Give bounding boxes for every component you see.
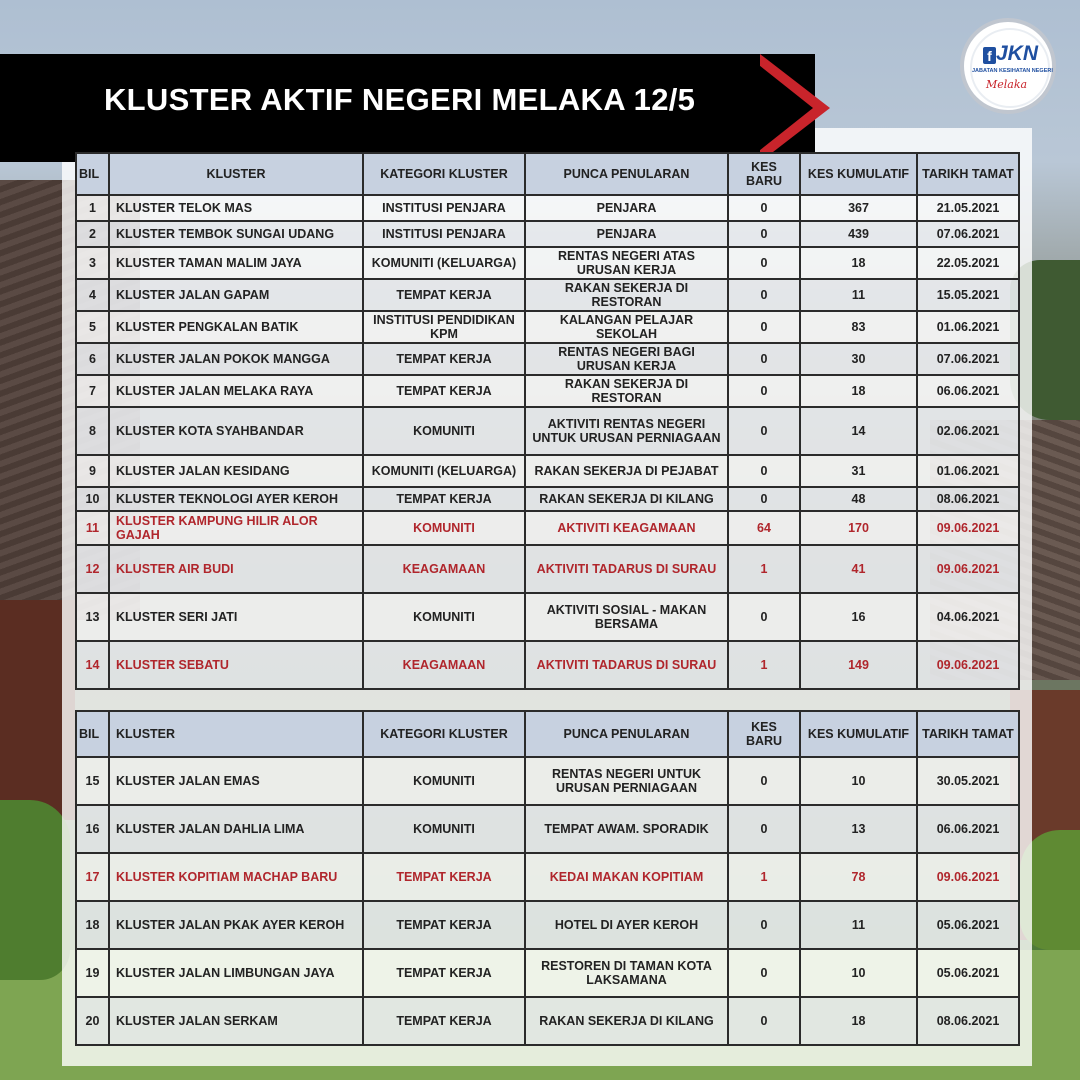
cell-tarikh-tamat: 07.06.2021 bbox=[917, 343, 1019, 375]
cell-punca: PENJARA bbox=[525, 221, 728, 247]
cell-kategori: INSTITUSI PENJARA bbox=[363, 195, 525, 221]
cell-bil: 9 bbox=[76, 455, 109, 487]
table-row bbox=[76, 997, 1019, 1045]
cell-tarikh-tamat: 06.06.2021 bbox=[917, 375, 1019, 407]
cell-punca: PENJARA bbox=[525, 195, 728, 221]
cell-punca: KEDAI MAKAN KOPITIAM bbox=[525, 853, 728, 901]
facebook-icon: f bbox=[983, 47, 996, 64]
cell-bil: 16 bbox=[76, 805, 109, 853]
cell-kes-baru: 0 bbox=[728, 195, 800, 221]
cell-tarikh-tamat: 30.05.2021 bbox=[917, 757, 1019, 805]
header-punca: PUNCA PENULARAN bbox=[525, 711, 728, 757]
table-row bbox=[76, 593, 1019, 641]
header-kes-baru: KES BARU bbox=[728, 153, 800, 195]
cell-kluster: KLUSTER SERI JATI bbox=[109, 593, 363, 641]
cell-kluster: KLUSTER SEBATU bbox=[109, 641, 363, 689]
cell-tarikh-tamat: 05.06.2021 bbox=[917, 901, 1019, 949]
cell-bil: 20 bbox=[76, 997, 109, 1045]
table-row bbox=[76, 455, 1019, 487]
header-kes-kumulatif: KES KUMULATIF bbox=[800, 153, 917, 195]
cell-punca: HOTEL DI AYER KEROH bbox=[525, 901, 728, 949]
cell-kluster: KLUSTER JALAN SERKAM bbox=[109, 997, 363, 1045]
cell-punca: RAKAN SEKERJA DI RESTORAN bbox=[525, 279, 728, 311]
cell-bil: 15 bbox=[76, 757, 109, 805]
cell-tarikh-tamat: 21.05.2021 bbox=[917, 195, 1019, 221]
cell-bil: 8 bbox=[76, 407, 109, 455]
table-row bbox=[76, 221, 1019, 247]
cell-kluster: KLUSTER KOTA SYAHBANDAR bbox=[109, 407, 363, 455]
cell-kategori: KOMUNITI bbox=[363, 805, 525, 853]
cell-punca: RENTAS NEGERI ATAS URUSAN KERJA bbox=[525, 247, 728, 279]
cell-kategori: KOMUNITI (KELUARGA) bbox=[363, 455, 525, 487]
table-row bbox=[76, 195, 1019, 221]
cell-kes-kumulatif: 367 bbox=[800, 195, 917, 221]
cell-tarikh-tamat: 06.06.2021 bbox=[917, 805, 1019, 853]
table-row bbox=[76, 805, 1019, 853]
cell-kluster: KLUSTER JALAN PKAK AYER KEROH bbox=[109, 901, 363, 949]
header-kategori: KATEGORI KLUSTER bbox=[363, 711, 525, 757]
cell-tarikh-tamat: 08.06.2021 bbox=[917, 487, 1019, 511]
cell-kes-kumulatif: 41 bbox=[800, 545, 917, 593]
table-row bbox=[76, 757, 1019, 805]
header-bil: BIL bbox=[76, 711, 109, 757]
cell-kategori: KEAGAMAAN bbox=[363, 545, 525, 593]
page-title: KLUSTER AKTIF NEGERI MELAKA 12/5 bbox=[104, 82, 696, 117]
header-bil: BIL bbox=[76, 153, 109, 195]
cell-kes-baru: 0 bbox=[728, 455, 800, 487]
logo-letters: JKN bbox=[996, 42, 1039, 65]
cell-kategori: TEMPAT KERJA bbox=[363, 279, 525, 311]
cell-kes-baru: 1 bbox=[728, 853, 800, 901]
cell-kes-kumulatif: 149 bbox=[800, 641, 917, 689]
cell-kes-baru: 0 bbox=[728, 311, 800, 343]
cell-kategori: KOMUNITI bbox=[363, 511, 525, 545]
table-row bbox=[76, 407, 1019, 455]
cell-kes-baru: 0 bbox=[728, 757, 800, 805]
cell-kes-baru: 1 bbox=[728, 545, 800, 593]
cell-bil: 19 bbox=[76, 949, 109, 997]
cell-kes-baru: 64 bbox=[728, 511, 800, 545]
cell-kluster: KLUSTER JALAN MELAKA RAYA bbox=[109, 375, 363, 407]
cell-tarikh-tamat: 05.06.2021 bbox=[917, 949, 1019, 997]
cell-kes-kumulatif: 11 bbox=[800, 279, 917, 311]
cell-kluster: KLUSTER AIR BUDI bbox=[109, 545, 363, 593]
cell-kes-kumulatif: 11 bbox=[800, 901, 917, 949]
cell-kes-baru: 0 bbox=[728, 487, 800, 511]
cell-punca: RAKAN SEKERJA DI RESTORAN bbox=[525, 375, 728, 407]
cell-kategori: KOMUNITI bbox=[363, 407, 525, 455]
cell-kluster: KLUSTER TAMAN MALIM JAYA bbox=[109, 247, 363, 279]
header-kluster: KLUSTER bbox=[109, 153, 363, 195]
cell-punca: AKTIVITI KEAGAMAAN bbox=[525, 511, 728, 545]
logo-subtitle: JABATAN KESIHATAN NEGERI bbox=[972, 68, 1053, 74]
cell-kes-baru: 0 bbox=[728, 407, 800, 455]
table-header-row bbox=[76, 711, 1019, 757]
cell-kes-kumulatif: 30 bbox=[800, 343, 917, 375]
table-row bbox=[76, 311, 1019, 343]
cell-tarikh-tamat: 09.06.2021 bbox=[917, 641, 1019, 689]
cell-kluster: KLUSTER JALAN LIMBUNGAN JAYA bbox=[109, 949, 363, 997]
cluster-table-2 bbox=[75, 710, 1020, 1046]
cell-kes-kumulatif: 18 bbox=[800, 997, 917, 1045]
cell-kluster: KLUSTER KAMPUNG HILIR ALOR GAJAH bbox=[109, 511, 363, 545]
cell-bil: 17 bbox=[76, 853, 109, 901]
cell-bil: 13 bbox=[76, 593, 109, 641]
cell-kluster: KLUSTER JALAN GAPAM bbox=[109, 279, 363, 311]
cell-bil: 12 bbox=[76, 545, 109, 593]
header-tarikh-tamat: TARIKH TAMAT bbox=[917, 711, 1019, 757]
cell-bil: 6 bbox=[76, 343, 109, 375]
cell-punca: AKTIVITI SOSIAL - MAKAN BERSAMA bbox=[525, 593, 728, 641]
cell-punca: AKTIVITI RENTAS NEGERI UNTUK URUSAN PERNIAGAAN bbox=[525, 407, 728, 455]
cell-punca: AKTIVITI TADARUS DI SURAU bbox=[525, 641, 728, 689]
cell-bil: 7 bbox=[76, 375, 109, 407]
cell-kes-baru: 0 bbox=[728, 279, 800, 311]
cell-kategori: KOMUNITI (KELUARGA) bbox=[363, 247, 525, 279]
cell-kluster: KLUSTER JALAN KESIDANG bbox=[109, 455, 363, 487]
cell-kes-baru: 0 bbox=[728, 805, 800, 853]
cell-tarikh-tamat: 09.06.2021 bbox=[917, 853, 1019, 901]
cell-kategori: TEMPAT KERJA bbox=[363, 997, 525, 1045]
table-row bbox=[76, 375, 1019, 407]
jkn-logo bbox=[960, 18, 1056, 114]
cell-tarikh-tamat: 01.06.2021 bbox=[917, 311, 1019, 343]
cell-bil: 14 bbox=[76, 641, 109, 689]
cell-punca: KALANGAN PELAJAR SEKOLAH bbox=[525, 311, 728, 343]
header-tarikh-tamat: TARIKH TAMAT bbox=[917, 153, 1019, 195]
header-kes-kumulatif: KES KUMULATIF bbox=[800, 711, 917, 757]
cell-kategori: KOMUNITI bbox=[363, 757, 525, 805]
cell-bil: 18 bbox=[76, 901, 109, 949]
cell-punca: AKTIVITI TADARUS DI SURAU bbox=[525, 545, 728, 593]
cell-bil: 3 bbox=[76, 247, 109, 279]
cell-kluster: KLUSTER JALAN DAHLIA LIMA bbox=[109, 805, 363, 853]
cell-kes-baru: 1 bbox=[728, 641, 800, 689]
cell-kes-baru: 0 bbox=[728, 949, 800, 997]
cell-kes-kumulatif: 14 bbox=[800, 407, 917, 455]
table-row bbox=[76, 247, 1019, 279]
cell-tarikh-tamat: 07.06.2021 bbox=[917, 221, 1019, 247]
cell-tarikh-tamat: 09.06.2021 bbox=[917, 511, 1019, 545]
cell-kes-kumulatif: 439 bbox=[800, 221, 917, 247]
cell-kluster: KLUSTER TELOK MAS bbox=[109, 195, 363, 221]
cell-kluster: KLUSTER JALAN POKOK MANGGA bbox=[109, 343, 363, 375]
cell-bil: 5 bbox=[76, 311, 109, 343]
cell-kes-kumulatif: 18 bbox=[800, 375, 917, 407]
cell-kluster: KLUSTER JALAN EMAS bbox=[109, 757, 363, 805]
cell-kategori: TEMPAT KERJA bbox=[363, 375, 525, 407]
cell-kategori: TEMPAT KERJA bbox=[363, 853, 525, 901]
cell-bil: 2 bbox=[76, 221, 109, 247]
cell-kes-kumulatif: 48 bbox=[800, 487, 917, 511]
cell-punca: TEMPAT AWAM. SPORADIK bbox=[525, 805, 728, 853]
cell-kategori: INSTITUSI PENDIDIKAN KPM bbox=[363, 311, 525, 343]
cell-kluster: KLUSTER TEMBOK SUNGAI UDANG bbox=[109, 221, 363, 247]
cell-kategori: INSTITUSI PENJARA bbox=[363, 221, 525, 247]
cell-kategori: TEMPAT KERJA bbox=[363, 343, 525, 375]
table-row bbox=[76, 853, 1019, 901]
cell-kategori: TEMPAT KERJA bbox=[363, 487, 525, 511]
header-punca: PUNCA PENULARAN bbox=[525, 153, 728, 195]
table-row bbox=[76, 901, 1019, 949]
cell-tarikh-tamat: 01.06.2021 bbox=[917, 455, 1019, 487]
cell-kes-kumulatif: 170 bbox=[800, 511, 917, 545]
table-row bbox=[76, 511, 1019, 545]
header-kategori: KATEGORI KLUSTER bbox=[363, 153, 525, 195]
cell-punca: RAKAN SEKERJA DI KILANG bbox=[525, 487, 728, 511]
cell-punca: RAKAN SEKERJA DI KILANG bbox=[525, 997, 728, 1045]
cell-punca: RESTOREN DI TAMAN KOTA LAKSAMANA bbox=[525, 949, 728, 997]
cluster-table-1 bbox=[75, 152, 1020, 690]
cell-bil: 4 bbox=[76, 279, 109, 311]
table-row bbox=[76, 949, 1019, 997]
cell-kes-baru: 0 bbox=[728, 901, 800, 949]
cell-kes-kumulatif: 31 bbox=[800, 455, 917, 487]
cell-kluster: KLUSTER TEKNOLOGI AYER KEROH bbox=[109, 487, 363, 511]
cell-tarikh-tamat: 15.05.2021 bbox=[917, 279, 1019, 311]
cell-punca: RAKAN SEKERJA DI PEJABAT bbox=[525, 455, 728, 487]
table-row bbox=[76, 641, 1019, 689]
cell-kes-baru: 0 bbox=[728, 997, 800, 1045]
cell-kes-kumulatif: 83 bbox=[800, 311, 917, 343]
cell-bil: 1 bbox=[76, 195, 109, 221]
header-kluster: KLUSTER bbox=[109, 711, 363, 757]
cell-tarikh-tamat: 09.06.2021 bbox=[917, 545, 1019, 593]
cell-punca: RENTAS NEGERI UNTUK URUSAN PERNIAGAAN bbox=[525, 757, 728, 805]
cell-kes-kumulatif: 78 bbox=[800, 853, 917, 901]
cell-kes-kumulatif: 18 bbox=[800, 247, 917, 279]
cell-kes-baru: 0 bbox=[728, 375, 800, 407]
cell-tarikh-tamat: 08.06.2021 bbox=[917, 997, 1019, 1045]
cell-kategori: KOMUNITI bbox=[363, 593, 525, 641]
banner-black-arrow bbox=[745, 54, 813, 162]
cell-kes-kumulatif: 10 bbox=[800, 757, 917, 805]
cell-kes-baru: 0 bbox=[728, 593, 800, 641]
cell-kategori: TEMPAT KERJA bbox=[363, 949, 525, 997]
cell-kes-kumulatif: 10 bbox=[800, 949, 917, 997]
logo-script: Melaka bbox=[986, 78, 1028, 91]
cell-kluster: KLUSTER KOPITIAM MACHAP BARU bbox=[109, 853, 363, 901]
table-row bbox=[76, 487, 1019, 511]
header-kes-baru: KES BARU bbox=[728, 711, 800, 757]
cell-kes-baru: 0 bbox=[728, 247, 800, 279]
cell-kes-baru: 0 bbox=[728, 343, 800, 375]
cell-bil: 11 bbox=[76, 511, 109, 545]
cell-bil: 10 bbox=[76, 487, 109, 511]
cell-kategori: KEAGAMAAN bbox=[363, 641, 525, 689]
cell-kategori: TEMPAT KERJA bbox=[363, 901, 525, 949]
cell-punca: RENTAS NEGERI BAGI URUSAN KERJA bbox=[525, 343, 728, 375]
cell-kes-kumulatif: 13 bbox=[800, 805, 917, 853]
cell-kes-baru: 0 bbox=[728, 221, 800, 247]
table-row bbox=[76, 279, 1019, 311]
background-bush-left bbox=[0, 800, 70, 980]
cell-tarikh-tamat: 02.06.2021 bbox=[917, 407, 1019, 455]
cell-tarikh-tamat: 04.06.2021 bbox=[917, 593, 1019, 641]
table-header-row bbox=[76, 153, 1019, 195]
table-row bbox=[76, 545, 1019, 593]
table-row bbox=[76, 343, 1019, 375]
cell-kes-kumulatif: 16 bbox=[800, 593, 917, 641]
cell-tarikh-tamat: 22.05.2021 bbox=[917, 247, 1019, 279]
cell-kluster: KLUSTER PENGKALAN BATIK bbox=[109, 311, 363, 343]
